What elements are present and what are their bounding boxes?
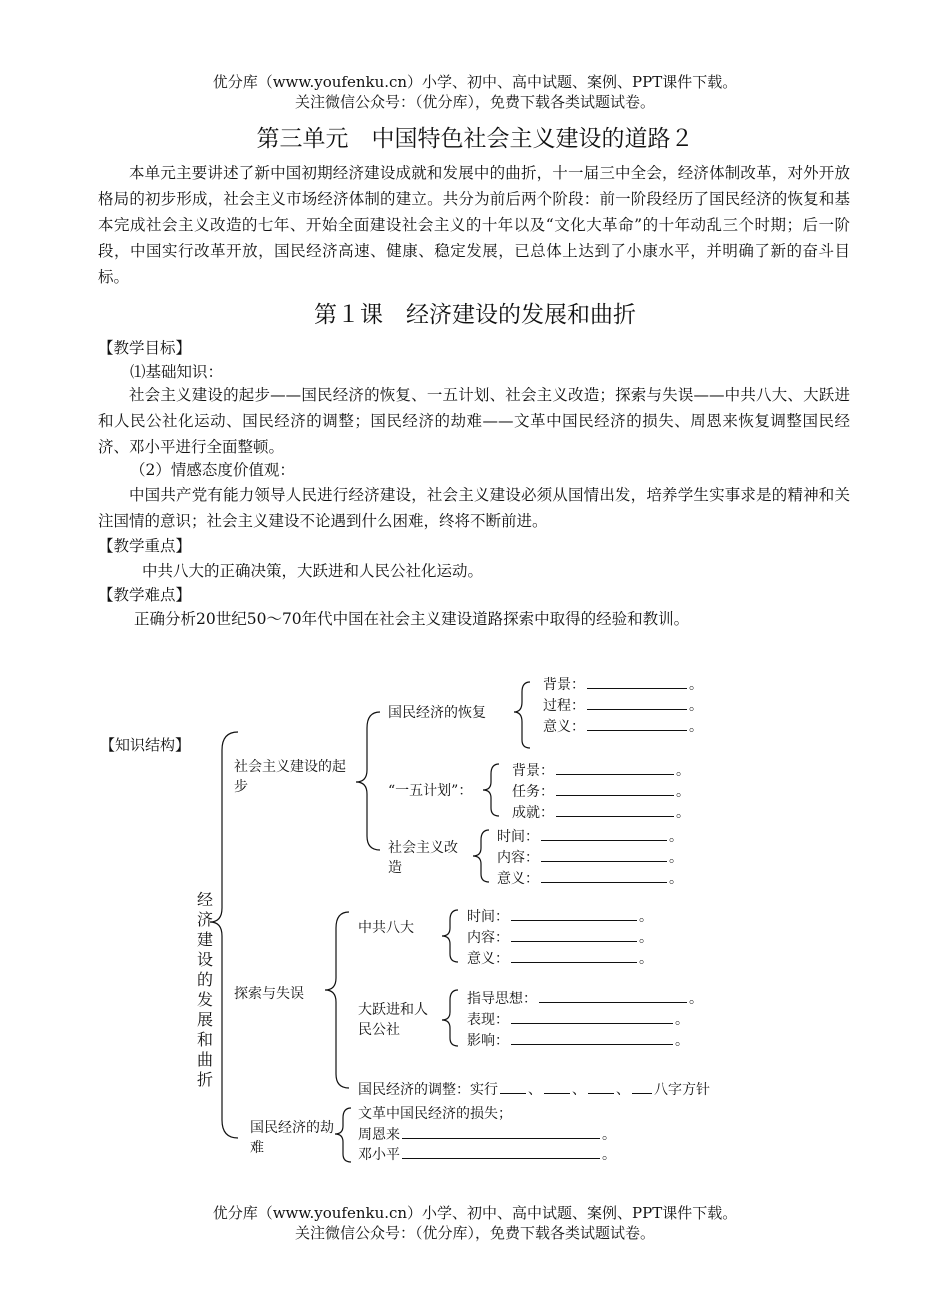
b3-brace bbox=[335, 1108, 351, 1162]
reform-item-3: 意义： 。 bbox=[497, 868, 683, 889]
plan-item-1: 背景： 。 bbox=[512, 760, 690, 781]
recovery-label: 国民经济的恢复 bbox=[388, 705, 486, 721]
branch-3-label: 国民经济的劫难 bbox=[250, 1120, 334, 1156]
congress-item-2: 内容： 。 bbox=[467, 927, 653, 948]
plan-item-2: 任务： 。 bbox=[512, 781, 690, 802]
difficulties-text: 正确分析20世纪50～70年代中国在社会主义建设道路探索中取得的经验和教训。 bbox=[134, 610, 690, 628]
emotion-text: 中国共产党有能力领导人民进行经济建设，社会主义建设必须从国情出发，培养学生实事求是的精神和关注国情的意识；社会主义建设不论遇到什么困难，终将不断前进。 bbox=[98, 486, 850, 530]
congress-item-3: 意义： 。 bbox=[467, 948, 653, 969]
adjust-line: 国民经济的调整：实行 、 、 、 八字方针 bbox=[358, 1079, 710, 1100]
disaster-item-3: 邓小平 。 bbox=[358, 1144, 616, 1165]
reform-label: 社会主义改造 bbox=[388, 840, 458, 876]
unit-intro: 本单元主要讲述了新中国初期经济建设成就和发展中的曲折，十一届三中全会，经济体制改革，对外开放格局的初步形成，社会主义市场经济体制的建立。共分为前后两个阶段：前一阶段经历了国民经济的恢复和基本完成社会主义改造的七年、开始全面建设社会主义的十年以及“文化大革命”的十年动乱三个时期；后一阶段，中国实行改革开放，国民经济高速、健康、稳定发展，已总体上达到了小康水平，并明确了新的奋斗目标。 bbox=[98, 164, 850, 286]
header-line-2: 关注微信公众号：（优分库），免费下载各类试题试卷。 bbox=[294, 93, 655, 111]
key-points-heading: 【教学重点】 bbox=[98, 537, 192, 555]
lesson-title: 第１课 经济建设的发展和曲折 bbox=[314, 302, 636, 328]
leap-label: 大跃进和人民公社 bbox=[358, 1002, 428, 1038]
structure-heading: 【知识结构】 bbox=[100, 736, 191, 754]
congress-label: 中共八大 bbox=[358, 920, 414, 936]
b1-brace bbox=[356, 712, 380, 850]
structure-root: 经济建设的发展和曲折 bbox=[196, 890, 213, 1089]
reform-brace bbox=[473, 830, 489, 882]
recovery-item-3: 意义： 。 bbox=[543, 716, 703, 737]
congress-item-1: 时间： 。 bbox=[467, 906, 653, 927]
plan-label: “一五计划”： bbox=[388, 783, 473, 799]
difficulties-heading: 【教学难点】 bbox=[98, 586, 192, 604]
recovery-item-2: 过程： 。 bbox=[543, 695, 703, 716]
leap-item-3: 影响： 。 bbox=[467, 1030, 689, 1051]
reform-item-2: 内容： 。 bbox=[497, 847, 683, 868]
leap-brace bbox=[442, 990, 458, 1046]
recovery-brace bbox=[514, 682, 530, 748]
knowledge-label: ⑴基础知识： bbox=[130, 363, 224, 381]
branch-1-label: 社会主义建设的起步 bbox=[234, 759, 346, 795]
knowledge-text: 社会主义建设的起步——国民经济的恢复、一五计划、社会主义改造；探索与失误——中共八大、大跃进和人民公社化运动、国民经济的调整；国民经济的劫难——文革中国民经济的损失、周恩来恢复调整国民经济、邓小平进行全面整顿。 bbox=[98, 386, 850, 456]
recovery-item-1: 背景： 。 bbox=[543, 674, 703, 695]
plan-item-3: 成就： 。 bbox=[512, 802, 690, 823]
leap-item-1: 指导思想： 。 bbox=[467, 988, 703, 1009]
b2-brace bbox=[325, 912, 349, 1088]
disaster-item-1: 文革中国民经济的损失； bbox=[358, 1106, 512, 1122]
footer-line-1: 优分库（www.youfenku.cn）小学、初中、高中试题、案例、PPT课件下载。 bbox=[212, 1204, 738, 1222]
branch-2-label: 探索与失误 bbox=[234, 986, 304, 1002]
emotion-label: （2）情感态度价值观： bbox=[130, 461, 295, 479]
objectives-heading: 【教学目标】 bbox=[98, 339, 192, 357]
unit-title: 第三单元 中国特色社会主义建设的道路２ bbox=[256, 126, 694, 152]
plan-brace bbox=[483, 764, 499, 816]
footer-line-2: 关注微信公众号：（优分库），免费下载各类试题试卷。 bbox=[294, 1224, 655, 1242]
congress-brace bbox=[442, 910, 458, 962]
knowledge-structure-diagram bbox=[0, 640, 950, 1180]
key-points-text: 中共八大的正确决策，大跃进和人民公社化运动。 bbox=[142, 562, 484, 580]
disaster-item-2: 周恩来 。 bbox=[358, 1124, 616, 1145]
leap-item-2: 表现： 。 bbox=[467, 1009, 689, 1030]
reform-item-1: 时间： 。 bbox=[497, 826, 683, 847]
header-line-1: 优分库（www.youfenku.cn）小学、初中、高中试题、案例、PPT课件下载。 bbox=[212, 73, 738, 91]
